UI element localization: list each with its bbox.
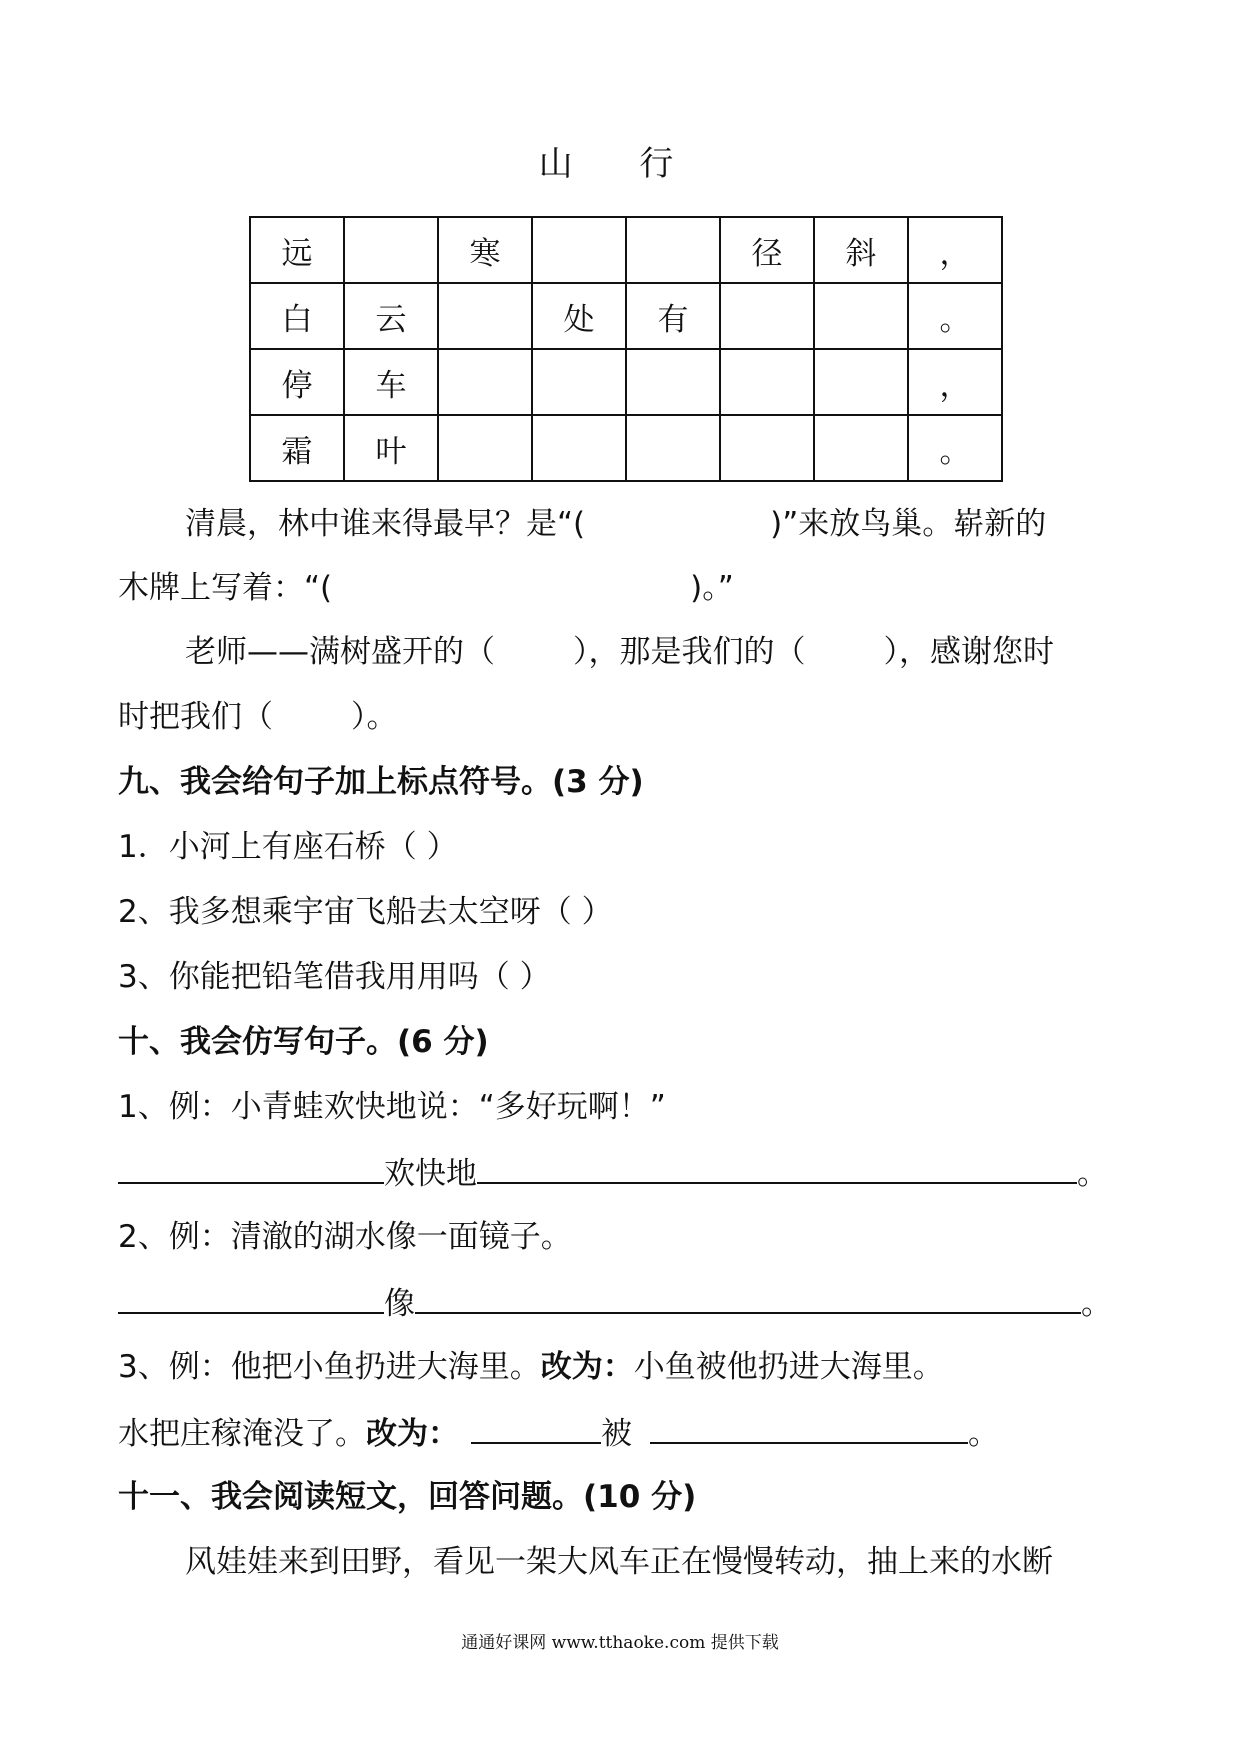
end-mark: 。 [1077, 1156, 1108, 1192]
answer-blank[interactable] [118, 1152, 384, 1184]
fill-text: )。” [690, 570, 734, 606]
section9-item-2: 2、我多想乘宇宙飞船去太空呀（ ） [118, 894, 613, 930]
poem-title: 山 行 [538, 144, 702, 184]
fill-paragraph-2-cont [118, 697, 398, 737]
poem-cell: 白 [250, 283, 344, 349]
poem-row [250, 415, 1002, 481]
fill-text: )”来放鸟巢。崭新的 [770, 506, 1047, 542]
fill-text: 时把我们（ [118, 699, 273, 735]
poem-cell[interactable] [720, 415, 814, 481]
section10-answer-1 [118, 1152, 1108, 1194]
poem-cell: ， [908, 217, 1002, 283]
poem-cell[interactable] [720, 349, 814, 415]
poem-cell[interactable] [344, 217, 438, 283]
example-text: 3、例：他把小鱼扔进大海里。 [118, 1349, 541, 1385]
poem-grid [249, 216, 1003, 482]
answer-blank[interactable] [471, 1412, 601, 1444]
fill-paragraph-2 [185, 632, 1054, 672]
answer-blank[interactable] [118, 1282, 384, 1314]
poem-cell[interactable] [626, 217, 720, 283]
fill-text: ），那是我们的（ [573, 634, 806, 670]
answer-blank[interactable] [650, 1412, 968, 1444]
poem-cell[interactable] [720, 283, 814, 349]
answer-blank[interactable] [477, 1152, 1077, 1184]
fill-text: 木牌上写着：“( [118, 570, 333, 606]
fill-text: ）。 [351, 699, 398, 735]
poem-cell[interactable] [532, 349, 626, 415]
section11-heading: 十一、我会阅读短文，回答问题。(10 分) [118, 1479, 697, 1515]
poem-cell: 寒 [438, 217, 532, 283]
answer-mid-text: 欢快地 [384, 1156, 477, 1192]
page-footer: 通通好课网 www.tthaoke.com 提供下载 [461, 1633, 779, 1653]
poem-cell[interactable] [814, 349, 908, 415]
section9-heading: 九、我会给句子加上标点符号。(3 分) [118, 764, 644, 800]
end-mark: 。 [968, 1416, 999, 1452]
poem-cell: 处 [532, 283, 626, 349]
poem-cell: 停 [250, 349, 344, 415]
poem-cell: 云 [344, 283, 438, 349]
fill-text: 老师——满树盛开的（ [185, 634, 495, 670]
section10-question-3 [118, 1412, 999, 1454]
section10-heading: 十、我会仿写句子。(6 分) [118, 1024, 489, 1060]
example-text: 小鱼被他扔进大海里。 [633, 1349, 944, 1385]
answer-mid-text: 像 [384, 1286, 415, 1322]
end-mark: 。 [1081, 1286, 1112, 1322]
poem-cell[interactable] [814, 415, 908, 481]
fill-text: ），感谢您时 [883, 634, 1054, 670]
poem-row [250, 217, 1002, 283]
poem-cell: 车 [344, 349, 438, 415]
section10-example-2: 2、例：清澈的湖水像一面镜子。 [118, 1219, 572, 1255]
poem-cell: 。 [908, 415, 1002, 481]
section11-passage: 风娃娃来到田野，看见一架大风车正在慢慢转动，抽上来的水断 [185, 1544, 1053, 1580]
poem-cell: ， [908, 349, 1002, 415]
section10-example-3 [118, 1347, 944, 1387]
answer-blank[interactable] [415, 1282, 1081, 1314]
poem-cell: 有 [626, 283, 720, 349]
poem-cell[interactable] [626, 415, 720, 481]
change-label: 改为： [366, 1416, 459, 1452]
fill-paragraph-1 [185, 504, 1046, 544]
section9-item-3: 3、你能把铅笔借我用用吗（ ） [118, 959, 551, 995]
fill-text: 清晨，林中谁来得最早？是“( [185, 506, 586, 542]
poem-cell[interactable] [532, 217, 626, 283]
poem-cell: 径 [720, 217, 814, 283]
answer-mid-text: 被 [601, 1416, 632, 1452]
poem-cell: 霜 [250, 415, 344, 481]
change-label: 改为： [540, 1349, 634, 1385]
poem-cell[interactable] [438, 283, 532, 349]
section9-item-1: 1．小河上有座石桥（ ） [118, 829, 458, 865]
poem-cell[interactable] [438, 349, 532, 415]
poem-cell: 斜 [814, 217, 908, 283]
poem-cell[interactable] [532, 415, 626, 481]
poem-cell: 。 [908, 283, 1002, 349]
fill-paragraph-1-cont [118, 568, 734, 608]
poem-row [250, 283, 1002, 349]
poem-cell[interactable] [814, 283, 908, 349]
section10-answer-2 [118, 1282, 1112, 1324]
poem-cell[interactable] [438, 415, 532, 481]
poem-cell[interactable] [626, 349, 720, 415]
question-text: 水把庄稼淹没了。 [118, 1416, 366, 1452]
section10-example-1: 1、例：小青蛙欢快地说：“多好玩啊！” [118, 1089, 666, 1125]
poem-row [250, 349, 1002, 415]
poem-cell: 远 [250, 217, 344, 283]
poem-cell: 叶 [344, 415, 438, 481]
